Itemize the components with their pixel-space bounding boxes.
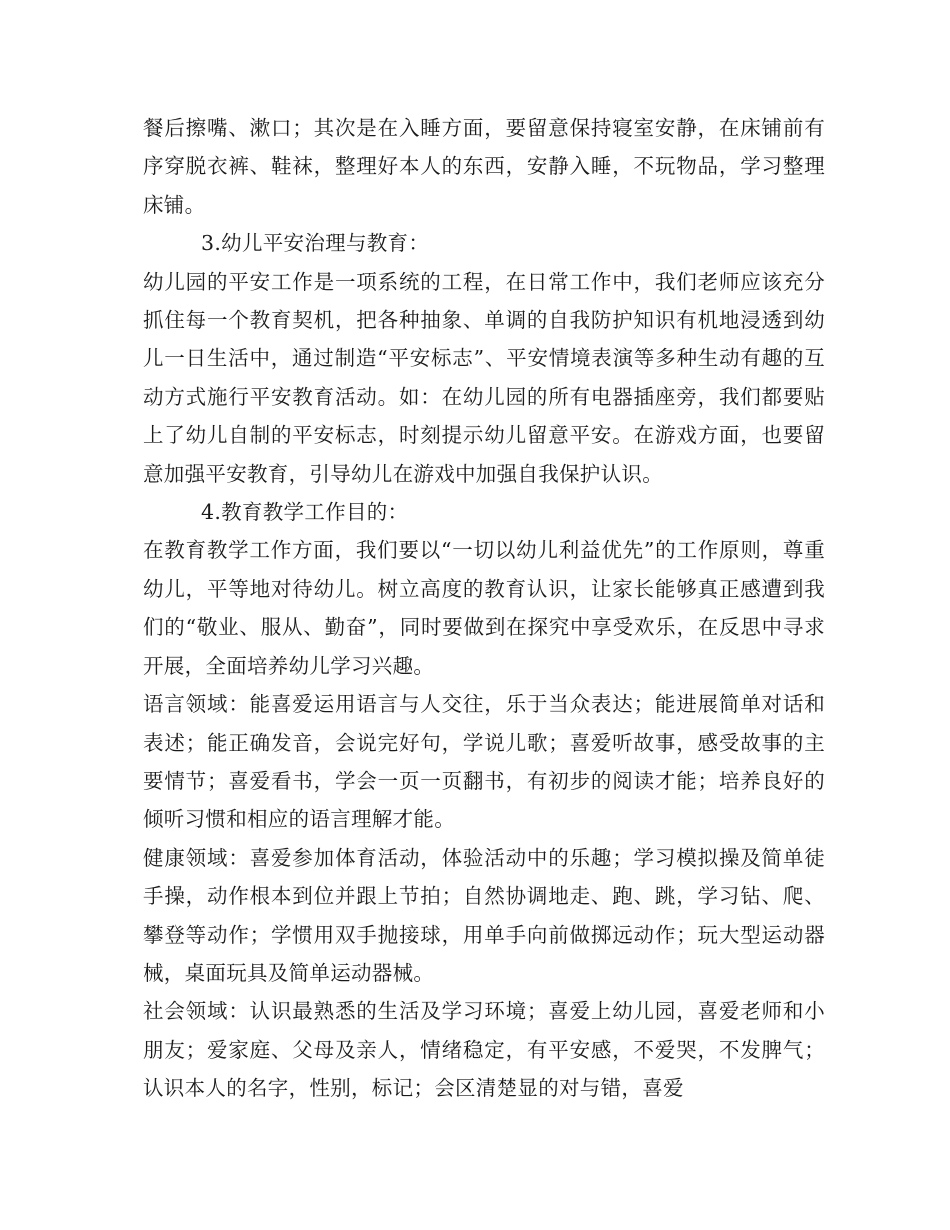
paragraph-health-domain: 健康领域：喜爱参加体育活动，体验活动中的乐趣；学习模拟操及简单徒手操，动作根本到位并跟上节拍；自然协调地走、跑、跳，学习钻、爬、攀登等动作；学惯用双手抛接球，用单手向前做掷远动作；玩大型运动器械，桌面玩具及简单运动器械。 [143, 845, 825, 985]
document-page [143, 109, 825, 1108]
paragraph-language-domain: 语言领域：能喜爱运用语言与人交往，乐于当众表达；能进展简单对话和表述；能正确发音，会说完好句，学说儿歌；喜爱听故事，感受故事的主要情节；喜爱看书，学会一页一页翻书，有初步的阅读才能；培养良好的倾听习惯和相应的语言理解才能。 [143, 692, 825, 832]
paragraph-safety: 幼儿园的平安工作是一项系统的工程，在日常工作中，我们老师应该充分抓住每一个教育契机，把各种抽象、单调的自我防护知识有机地浸透到幼儿一日生活中，通过制造“平安标志”、平安情境表演等多种生动有趣的互动方式施行平安教育活动。如：在幼儿园的所有电器插座旁，我们都要贴上了幼儿自制的平安标志，时刻提示幼儿留意平安。在游戏方面，也要留意加强平安教育，引导幼儿在游戏中加强自我保护认识。 [143, 269, 825, 486]
paragraph-social-domain: 社会领域：认识最熟悉的生活及学习环境；喜爱上幼儿园，喜爱老师和小朋友；爱家庭、父母及亲人，情绪稳定，有平安感，不爱哭，不发脾气；认识本人的名字，性别，标记；会区清楚显的对与错，喜爱 [143, 999, 825, 1101]
section-heading-teaching: 4.教育教学工作目的： [201, 500, 409, 525]
section-heading-safety: 3.幼儿平安治理与教育： [201, 231, 430, 256]
paragraph-meal-sleep: 餐后擦嘴、漱口；其次是在入睡方面，要留意保持寝室安静，在床铺前有序穿脱衣裤、鞋袜，整理好本人的东西，安静入睡，不玩物品，学习整理床铺。 [143, 116, 825, 217]
paragraph-teaching: 在教育教学工作方面，我们要以“一切以幼儿利益优先”的工作原则，尊重幼儿，平等地对待幼儿。树立高度的教育认识，让家长能够真正感遭到我们的“敬业、服从、勤奋”，同时要做到在探究中享受欢乐，在反思中寻求开展，全面培养幼儿学习兴趣。 [143, 538, 825, 678]
